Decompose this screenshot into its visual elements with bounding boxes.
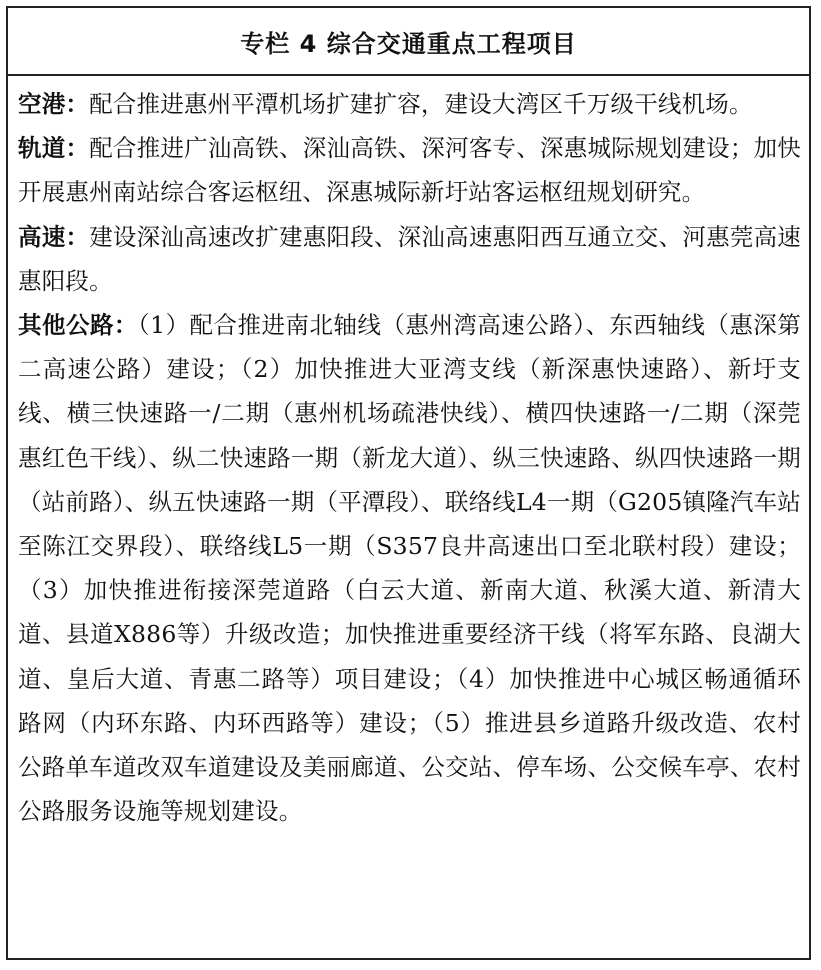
box-title: 专栏 4 综合交通重点工程项目 bbox=[8, 8, 809, 76]
section-expressway bbox=[18, 215, 801, 303]
section-text: 建设深汕高速改扩建惠阳段、深汕高速惠阳西互通立交、河惠莞高速惠阳段。 bbox=[18, 222, 801, 295]
section-label: 轨道： bbox=[18, 134, 90, 163]
box-content bbox=[8, 76, 809, 833]
section-text: 配合推进广汕高铁、深汕高铁、深河客专、深惠城际规划建设；加快开展惠州南站综合客运枢纽、深惠城际新圩站客运枢纽规划研究。 bbox=[18, 134, 801, 207]
section-other-roads bbox=[18, 303, 801, 833]
section-label: 空港： bbox=[18, 90, 90, 118]
section-text: （1）配合推进南北轴线（惠州湾高速公路）、东西轴线（惠深第二高速公路）建设；（2）加快推进大亚湾支线（新深惠快速路）、新圩支线、横三快速路一/二期（惠州机场疏港快线）、横四快速路一/二期（深莞惠红色干线）、纵二快速路一期（新龙大道）、纵三快速路、纵四快速路一期（站前路）、纵五快速路一期（平潭段）、联络线L4一期（G205镇隆汽车站至陈江交界段）、联络线L5一期（S357良井高速出口至北联村段）建设；（3）加快推进衔接深莞道路（白云大道、新南大道、秋溪大道、新清大道、县道X886等）升级改造；加快推进重要经济干线（将军东路、良湖大道、皇后大道、青惠二路等）项目建设；（4）加快推进中心城区畅通循环路网（内环东路、内环西路等）建设；（5）推进县乡道路升级改造、农村公路单车道改双车道建设及美丽廊道、公交站、停车场、公交候车亭、农村公路服务设施等规划建设。 bbox=[18, 311, 801, 826]
section-label: 其他公路： bbox=[18, 311, 138, 340]
section-airport bbox=[18, 82, 801, 126]
section-text: 配合推进惠州平潭机场扩建扩容，建设大湾区千万级干线机场。 bbox=[89, 90, 753, 118]
section-label: 高速： bbox=[18, 222, 90, 251]
section-rail bbox=[18, 126, 801, 214]
column-box bbox=[6, 6, 811, 960]
